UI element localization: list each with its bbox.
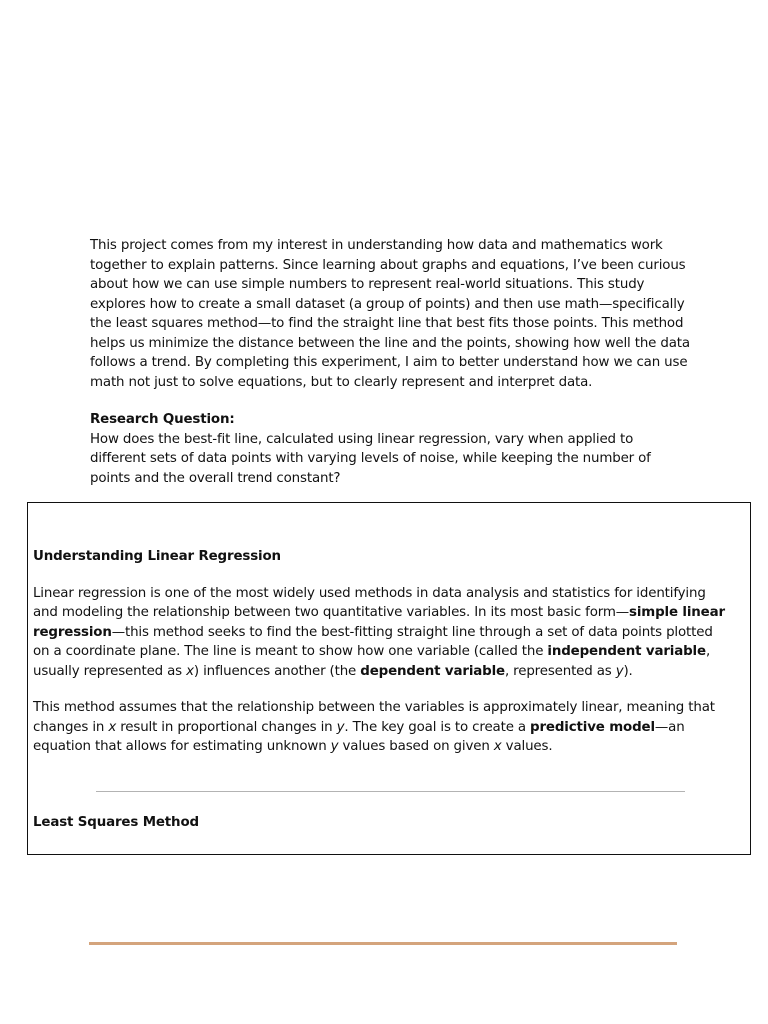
term-simple-linear-regression: simple linear regression bbox=[33, 605, 725, 640]
term-independent-variable: independent variable bbox=[547, 644, 706, 659]
text-run: ) influences another (the bbox=[193, 663, 361, 679]
var-y: y bbox=[615, 663, 624, 679]
regression-paragraph-2 bbox=[33, 698, 727, 757]
content-box-body bbox=[33, 547, 727, 774]
term-predictive-model: predictive model bbox=[530, 719, 655, 735]
intro-section bbox=[90, 236, 690, 488]
term-dependent-variable: dependent variable bbox=[360, 663, 505, 679]
footer-rule bbox=[89, 942, 677, 945]
var-x: x bbox=[493, 739, 502, 754]
text-run: Linear regression is one of the most widely used methods in data analysis and statistics for identifying and modeling the relationship between two quantitative variables. In its most basic form— bbox=[33, 585, 706, 620]
text-run: —this method seeks to find the best-fitting straight line through a set of data points plotted on a coordinate plane. The line is meant to show how one variable (called the bbox=[33, 624, 713, 659]
text-run: values. bbox=[501, 739, 553, 754]
var-y: y bbox=[330, 739, 339, 754]
regression-paragraph-1 bbox=[33, 584, 727, 682]
research-question-heading: Research Question: bbox=[90, 412, 235, 427]
research-question-text: How does the best-fit line, calculated using linear regression, vary when applied to different sets of data points with varying levels of noise, while keeping the number of points and the overall trend constant? bbox=[90, 431, 651, 486]
text-run: , represented as bbox=[504, 663, 616, 679]
section-heading: Understanding Linear Regression bbox=[33, 549, 281, 564]
intro-paragraph: This project comes from my interest in understanding how data and mathematics work together to explain patterns. Since learning about graphs and equations, I’ve been curious about how we can use simple numbers to represent real-world situations. This study explores how to create a small dataset (a group of points) and then use math—specifically the least squares method—to find the straight line that best fits those points. This method helps us minimize the distance between the line and the points, showing how well the data follows a trend. By completing this experiment, I aim to better understand how we can use math not just to solve equations, but to clearly represent and interpret data. bbox=[90, 238, 690, 390]
least-squares-heading: Least Squares Method bbox=[33, 815, 199, 830]
section-divider bbox=[96, 791, 685, 792]
text-run: , usually represented as bbox=[33, 644, 711, 679]
content-box bbox=[27, 502, 751, 855]
var-x: x bbox=[108, 719, 117, 735]
text-run: . The key goal is to create a bbox=[344, 719, 531, 735]
var-x: x bbox=[186, 663, 194, 679]
text-run: This method assumes that the relationship between the variables is approximately linear, meaning that changes in bbox=[33, 700, 715, 735]
var-y: y bbox=[336, 719, 345, 735]
text-run: ). bbox=[623, 663, 633, 679]
research-question bbox=[90, 410, 690, 488]
text-run: —an equation that allows for estimating unknown bbox=[33, 719, 685, 754]
text-run: result in proportional changes in bbox=[116, 719, 337, 735]
text-run: values based on given bbox=[338, 739, 494, 754]
